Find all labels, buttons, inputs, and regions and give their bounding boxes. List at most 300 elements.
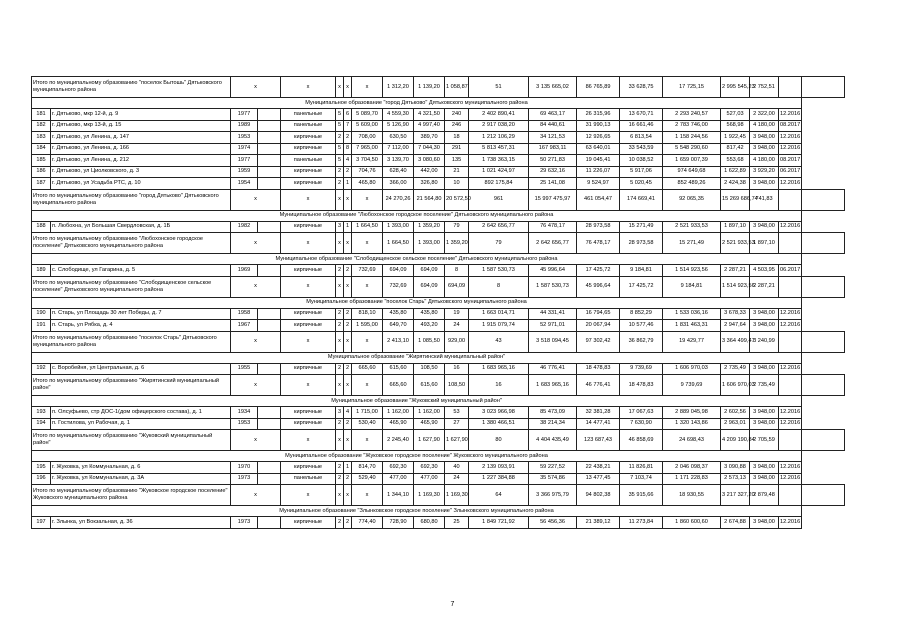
table-cell: 13 477,45 [577, 473, 620, 485]
table-cell: 12.2016 [779, 143, 802, 155]
table-row [32, 320, 845, 332]
table-cell: 15 997 475,97 [529, 189, 577, 210]
table-cell: 5 089,70 [352, 109, 383, 121]
section-title: Муниципальное образование "город Дятьково" Дятьковского муниципального района [32, 98, 802, 109]
table-cell: 15 269 686,74 [721, 189, 750, 210]
table-cell: 3 929,20 [750, 166, 779, 178]
table-cell: 7 630,90 [620, 418, 663, 430]
table-cell: 553,68 [721, 155, 750, 167]
table-cell: кирпичные [281, 143, 336, 155]
table-cell: x [281, 77, 336, 98]
table-cell: 2 521 933,53 [721, 233, 750, 254]
table-cell: 1 897,10 [721, 221, 750, 233]
address-cell: г. Дятьково, ул Ленина, д. 212 [51, 155, 231, 167]
table-cell: 1 922,45 [721, 132, 750, 144]
table-cell: 1 738 363,15 [469, 155, 529, 167]
table-cell [258, 407, 281, 419]
table-cell: 852 489,26 [663, 178, 721, 190]
table-cell: 4 [344, 407, 352, 419]
table-cell [802, 331, 845, 352]
table-cell: 21 [445, 166, 469, 178]
table-cell [802, 375, 845, 396]
table-cell: 10 038,52 [620, 155, 663, 167]
table-cell: 1955 [231, 363, 258, 375]
table-cell: 8 [344, 143, 352, 155]
table-cell: 4 321,50 [414, 109, 445, 121]
address-cell: г. Злынка, ул Вокзальная, д. 36 [51, 517, 231, 529]
table-cell: 1 393,00 [414, 233, 445, 254]
table-cell: x [344, 276, 352, 297]
table-cell: 680,80 [414, 517, 445, 529]
table-cell: x [231, 77, 281, 98]
table-cell: 11 226,07 [577, 166, 620, 178]
table-cell: x [281, 375, 336, 396]
table-cell: 2 602,56 [721, 407, 750, 419]
address-cell: п. Старь, ул Рябка, д. 4 [51, 320, 231, 332]
table-cell: x [336, 276, 344, 297]
row-number: 189 [32, 265, 51, 277]
table-cell: 1 [344, 221, 352, 233]
table-cell: x [344, 77, 352, 98]
address-cell: г. Дятьково, ул Ленина, д. 147 [51, 132, 231, 144]
table-cell: 1 533 036,16 [663, 308, 721, 320]
table-cell: 2 783 746,00 [663, 120, 721, 132]
table-cell: 465,80 [352, 178, 383, 190]
row-number: 194 [32, 418, 51, 430]
table-cell [802, 276, 845, 297]
table-cell: 1 514 923,56 [721, 276, 750, 297]
table-cell: 2 402 890,41 [469, 109, 529, 121]
table-cell: 1 664,50 [352, 221, 383, 233]
table-cell: 2 293 240,57 [663, 109, 721, 121]
table-cell: 20 067,94 [577, 320, 620, 332]
table-cell: 2 [336, 265, 344, 277]
table-cell: 3 364 499,47 [721, 331, 750, 352]
table-cell: 17 725,15 [663, 77, 721, 98]
table-cell: 2 735,49 [750, 375, 779, 396]
table-cell: 2 917 038,20 [469, 120, 529, 132]
table-cell: x [344, 485, 352, 506]
table-cell: 1 663 014,71 [469, 308, 529, 320]
table-cell [258, 473, 281, 485]
table-cell [258, 166, 281, 178]
table-cell: панельные [281, 109, 336, 121]
table-cell: 12.2016 [779, 308, 802, 320]
subtotal-label: Итого по муниципальному образованию "поселок Бытошь" Дятьковского муниципального района [32, 77, 231, 98]
table-cell: 24 [445, 473, 469, 485]
table-cell: 2 [336, 418, 344, 430]
table-cell: кирпичные [281, 221, 336, 233]
table-cell: 123 687,43 [577, 430, 620, 451]
table-cell: 38 214,34 [529, 418, 577, 430]
table-cell: 135 [445, 155, 469, 167]
table-cell: 704,76 [352, 166, 383, 178]
table-cell: 14 477,41 [577, 418, 620, 430]
table-cell: 529,40 [352, 473, 383, 485]
table-cell [779, 276, 802, 297]
table-cell: кирпичные [281, 320, 336, 332]
table-cell: 1958 [231, 308, 258, 320]
table-cell: 18 [445, 132, 469, 144]
table-cell: 530,40 [352, 418, 383, 430]
subtotal-label: Итого по муниципальному образованию "Жуковский муниципальный район" [32, 430, 231, 451]
table-cell: 3 948,00 [750, 143, 779, 155]
table-cell: 3 948,00 [750, 473, 779, 485]
table-cell: кирпичные [281, 132, 336, 144]
table-cell: 1 622,89 [721, 166, 750, 178]
table-cell: 25 141,08 [529, 178, 577, 190]
table-cell: 1 169,30 [445, 485, 469, 506]
table-cell: 5 [336, 155, 344, 167]
table-cell: кирпичные [281, 407, 336, 419]
table-cell: 29 632,16 [529, 166, 577, 178]
table-cell: 1954 [231, 178, 258, 190]
table-cell [802, 77, 845, 98]
table-row [32, 109, 845, 121]
table-cell: 35 574,86 [529, 473, 577, 485]
table-cell: 1 514 923,56 [663, 265, 721, 277]
table-cell: 3 948,00 [750, 320, 779, 332]
table-cell [779, 375, 802, 396]
table-cell: 3 217 327,20 [721, 485, 750, 506]
table-cell: 465,90 [383, 418, 414, 430]
table-cell: 2 674,88 [721, 517, 750, 529]
table-cell: 16 661,46 [620, 120, 663, 132]
table-cell: x [344, 189, 352, 210]
subtotal-label: Итого по муниципальному образованию "поселок Старь" Дятьковского муниципального района [32, 331, 231, 352]
table-cell: 1959 [231, 166, 258, 178]
table-cell: 50 271,83 [529, 155, 577, 167]
table-cell: 79 [469, 233, 529, 254]
table-cell [258, 308, 281, 320]
table-cell: кирпичные [281, 418, 336, 430]
table-cell: 1977 [231, 109, 258, 121]
table-cell [779, 331, 802, 352]
table-cell: x [336, 430, 344, 451]
table-cell: 2 [344, 517, 352, 529]
table-cell [258, 221, 281, 233]
table-cell [258, 143, 281, 155]
table-cell: 76 478,17 [529, 221, 577, 233]
table-cell: 9 184,81 [663, 276, 721, 297]
table-cell: x [336, 485, 344, 506]
table-cell: 2 [336, 363, 344, 375]
section-title: Муниципальное образование "поселок Старь" Дятьковского муниципального района [32, 297, 802, 308]
table-cell: x [231, 430, 281, 451]
table-cell: 817,42 [721, 143, 750, 155]
table-row [32, 166, 845, 178]
table-cell: 12.2016 [779, 363, 802, 375]
table-cell: 1 169,30 [414, 485, 445, 506]
table-cell: x [352, 430, 383, 451]
table-cell: 974 649,68 [663, 166, 721, 178]
table-cell: 24 698,43 [663, 430, 721, 451]
table-cell: 31 990,13 [577, 120, 620, 132]
table-cell: 12.2016 [779, 407, 802, 419]
table-cell: 1 595,00 [352, 320, 383, 332]
table-cell: 1 849 721,92 [469, 517, 529, 529]
table-cell: 694,09 [414, 276, 445, 297]
table-cell: 2 [344, 363, 352, 375]
table-cell: 692,30 [383, 462, 414, 474]
subtotal-label: Итого по муниципальному образованию "Жирятинский муниципальный район" [32, 375, 231, 396]
table-cell: 08.2017 [779, 120, 802, 132]
table-cell: 10 577,46 [620, 320, 663, 332]
table-cell: 15 271,49 [620, 221, 663, 233]
table-cell: 17 425,72 [577, 265, 620, 277]
table-cell [258, 265, 281, 277]
table-cell [779, 189, 802, 210]
table-cell: 2 [344, 308, 352, 320]
table-cell: 2 139 093,91 [469, 462, 529, 474]
subtotal-row [32, 276, 845, 297]
table-cell [802, 430, 845, 451]
table-cell: 692,30 [414, 462, 445, 474]
address-cell: с. Воробейня, ул Центральная, д. 6 [51, 363, 231, 375]
table-cell: 3 366 975,79 [529, 485, 577, 506]
table-cell: 2 [344, 166, 352, 178]
table-cell: 32 381,28 [577, 407, 620, 419]
table-cell: 7 044,30 [414, 143, 445, 155]
table-cell: 9 739,69 [620, 363, 663, 375]
address-cell: г. Дятьково, ул Циолковского, д. 3 [51, 166, 231, 178]
table-cell: 326,80 [414, 178, 445, 190]
table-cell: 493,20 [414, 320, 445, 332]
table-cell: 2 [344, 265, 352, 277]
table-row [32, 120, 845, 132]
table-cell: 9 524,97 [577, 178, 620, 190]
section-title: Муниципальное образование "Жирятинский муниципальный район" [32, 352, 802, 363]
table-cell: 2 642 656,77 [469, 221, 529, 233]
table-cell: 1967 [231, 320, 258, 332]
table-cell [802, 189, 845, 210]
table-cell: 3 948,00 [750, 517, 779, 529]
table-cell: 1 683 965,16 [529, 375, 577, 396]
table-cell: 3 [336, 221, 344, 233]
table-cell: 21 389,12 [577, 517, 620, 529]
table-cell: 11 273,84 [620, 517, 663, 529]
address-cell: п. Любохна, ул Большая Свердловская, д. 1Б [51, 221, 231, 233]
table-cell: 1953 [231, 132, 258, 144]
table-cell: x [344, 331, 352, 352]
table-row [32, 155, 845, 167]
table-cell: 435,80 [383, 308, 414, 320]
table-cell: 2 [344, 320, 352, 332]
table-cell: 7 103,74 [620, 473, 663, 485]
table-cell: 94 802,38 [577, 485, 620, 506]
table-cell: 167 983,11 [529, 143, 577, 155]
table-cell: 2 947,64 [721, 320, 750, 332]
table-cell: 5 020,45 [620, 178, 663, 190]
table-cell: 1969 [231, 265, 258, 277]
subtotal-row [32, 375, 845, 396]
table-cell: 3 948,00 [750, 462, 779, 474]
table-cell: 4 559,30 [383, 109, 414, 121]
table-cell: 5 [336, 120, 344, 132]
row-number: 195 [32, 462, 51, 474]
table-cell: x [352, 375, 383, 396]
table-cell: 4 503,95 [750, 265, 779, 277]
table-cell: 3 948,00 [750, 221, 779, 233]
table-cell: 1 320 143,86 [663, 418, 721, 430]
table-cell: 1 627,90 [445, 430, 469, 451]
table-cell: 69 463,17 [529, 109, 577, 121]
table-cell: 628,40 [383, 166, 414, 178]
row-number: 182 [32, 120, 51, 132]
row-number: 181 [32, 109, 51, 121]
table-cell: x [281, 276, 336, 297]
table-cell [258, 363, 281, 375]
table-cell: 46 776,41 [529, 363, 577, 375]
table-cell: x [231, 233, 281, 254]
table-cell: панельные [281, 120, 336, 132]
table-cell: 24 [445, 320, 469, 332]
table-cell: 1 [344, 462, 352, 474]
table-cell: 2 [336, 132, 344, 144]
table-cell: 11 826,81 [620, 462, 663, 474]
table-cell: 44 331,41 [529, 308, 577, 320]
table-cell [258, 320, 281, 332]
table-cell: 694,09 [383, 265, 414, 277]
table-cell: 1989 [231, 120, 258, 132]
table-cell: 76 478,17 [577, 233, 620, 254]
table-cell: 26 315,96 [577, 109, 620, 121]
table-cell: 84 440,61 [529, 120, 577, 132]
table-cell: x [281, 189, 336, 210]
table-cell: 732,69 [352, 265, 383, 277]
table-cell: 630,50 [383, 132, 414, 144]
section-header-row [32, 352, 845, 363]
table-cell: 12.2016 [779, 109, 802, 121]
table-cell: 1 587 530,73 [529, 276, 577, 297]
table-cell: x [352, 331, 383, 352]
table-cell: 2 963,01 [721, 418, 750, 430]
table-cell: 477,00 [414, 473, 445, 485]
table-row [32, 473, 845, 485]
table-cell: 389,70 [414, 132, 445, 144]
table-cell: 5 [336, 109, 344, 121]
table-cell: 2 [336, 320, 344, 332]
table-cell: 1 659 007,39 [663, 155, 721, 167]
table-cell: 4 404 435,49 [529, 430, 577, 451]
table-cell: 2 [344, 132, 352, 144]
table-row [32, 407, 845, 419]
page-number: 7 [450, 601, 455, 608]
table-cell: 461 054,47 [577, 189, 620, 210]
table-cell: 9 184,81 [620, 265, 663, 277]
table-cell: 3 948,00 [750, 308, 779, 320]
table-cell: x [336, 77, 344, 98]
table-cell: 10 [445, 178, 469, 190]
table-cell: 43 [469, 331, 529, 352]
table-cell: 3 704,50 [352, 155, 383, 167]
table-cell: панельные [281, 155, 336, 167]
table-cell: 732,69 [383, 276, 414, 297]
row-number: 192 [32, 363, 51, 375]
table-cell: 2 [336, 462, 344, 474]
section-header-row [32, 254, 845, 265]
table-cell: кирпичные [281, 517, 336, 529]
table-cell: 3 240,99 [750, 331, 779, 352]
table-cell: 86 765,89 [577, 77, 620, 98]
table-cell: 568,98 [721, 120, 750, 132]
section-title: Муниципальное образование "Злынковское городское поселение" Злынковского муниципального района [32, 506, 802, 517]
table-cell: 2 046 098,37 [663, 462, 721, 474]
table-cell: кирпичные [281, 265, 336, 277]
table-cell: x [344, 430, 352, 451]
table-cell: кирпичные [281, 166, 336, 178]
table-cell: 12.2016 [779, 462, 802, 474]
subtotal-row [32, 233, 845, 254]
table-cell: 79 [445, 221, 469, 233]
table-cell: 2 752,51 [750, 77, 779, 98]
subtotal-label: Итого по муниципальному образованию "Любохонское городское поселение" Дятьковского муниципального района [32, 233, 231, 254]
table-cell: 741,83 [750, 189, 779, 210]
table-cell: 1934 [231, 407, 258, 419]
subtotal-row [32, 485, 845, 506]
table-cell: 12.2016 [779, 178, 802, 190]
table-cell: 2 [336, 178, 344, 190]
table-cell: 3 678,33 [721, 308, 750, 320]
table-cell: 12.2016 [779, 221, 802, 233]
table-cell: 2 705,59 [750, 430, 779, 451]
table-cell: 240 [445, 109, 469, 121]
table-cell [779, 485, 802, 506]
table-row [32, 462, 845, 474]
table-row [32, 178, 845, 190]
table-cell: 1 860 600,60 [663, 517, 721, 529]
row-number: 197 [32, 517, 51, 529]
section-header-row [32, 396, 845, 407]
address-cell: с. Слободище, ул Гагарина, д. 5 [51, 265, 231, 277]
table-cell: 892 175,84 [469, 178, 529, 190]
housing-register-table [31, 76, 845, 529]
table-cell: x [336, 189, 344, 210]
table-cell: 7 112,00 [383, 143, 414, 155]
table-cell: панельные [281, 473, 336, 485]
table-row [32, 308, 845, 320]
table-cell: 1 831 463,31 [663, 320, 721, 332]
row-number: 186 [32, 166, 51, 178]
table-cell: 3 080,60 [414, 155, 445, 167]
table-cell: 34 121,53 [529, 132, 577, 144]
table-cell: 1953 [231, 418, 258, 430]
table-cell: 929,00 [445, 331, 469, 352]
table-cell: 2 287,21 [721, 265, 750, 277]
table-cell: 1 587 530,73 [469, 265, 529, 277]
table-cell: 2 573,13 [721, 473, 750, 485]
table-cell: 1 171 228,83 [663, 473, 721, 485]
table-cell: 694,09 [414, 265, 445, 277]
table-cell: 1970 [231, 462, 258, 474]
section-title: Муниципальное образование "Любохонское городское поселение" Дятьковского муниципального района [32, 210, 802, 221]
table-cell: 18 478,83 [620, 375, 663, 396]
table-cell: 16 [445, 363, 469, 375]
address-cell: п. Гостилова, ул Рабочая, д. 1 [51, 418, 231, 430]
table-cell: кирпичные [281, 363, 336, 375]
table-cell: 5 126,90 [383, 120, 414, 132]
address-cell: п. Старь, ул Площадь 30 лет Победы, д. 7 [51, 308, 231, 320]
table-cell: 33 628,75 [620, 77, 663, 98]
table-cell: 4 [344, 155, 352, 167]
table-cell: 1 627,90 [414, 430, 445, 451]
table-cell: 9 739,69 [663, 375, 721, 396]
table-cell [258, 418, 281, 430]
table-cell: 1973 [231, 473, 258, 485]
table-cell: 21 564,80 [414, 189, 445, 210]
table-cell: 1 212 106,29 [469, 132, 529, 144]
table-cell: 1 162,00 [383, 407, 414, 419]
